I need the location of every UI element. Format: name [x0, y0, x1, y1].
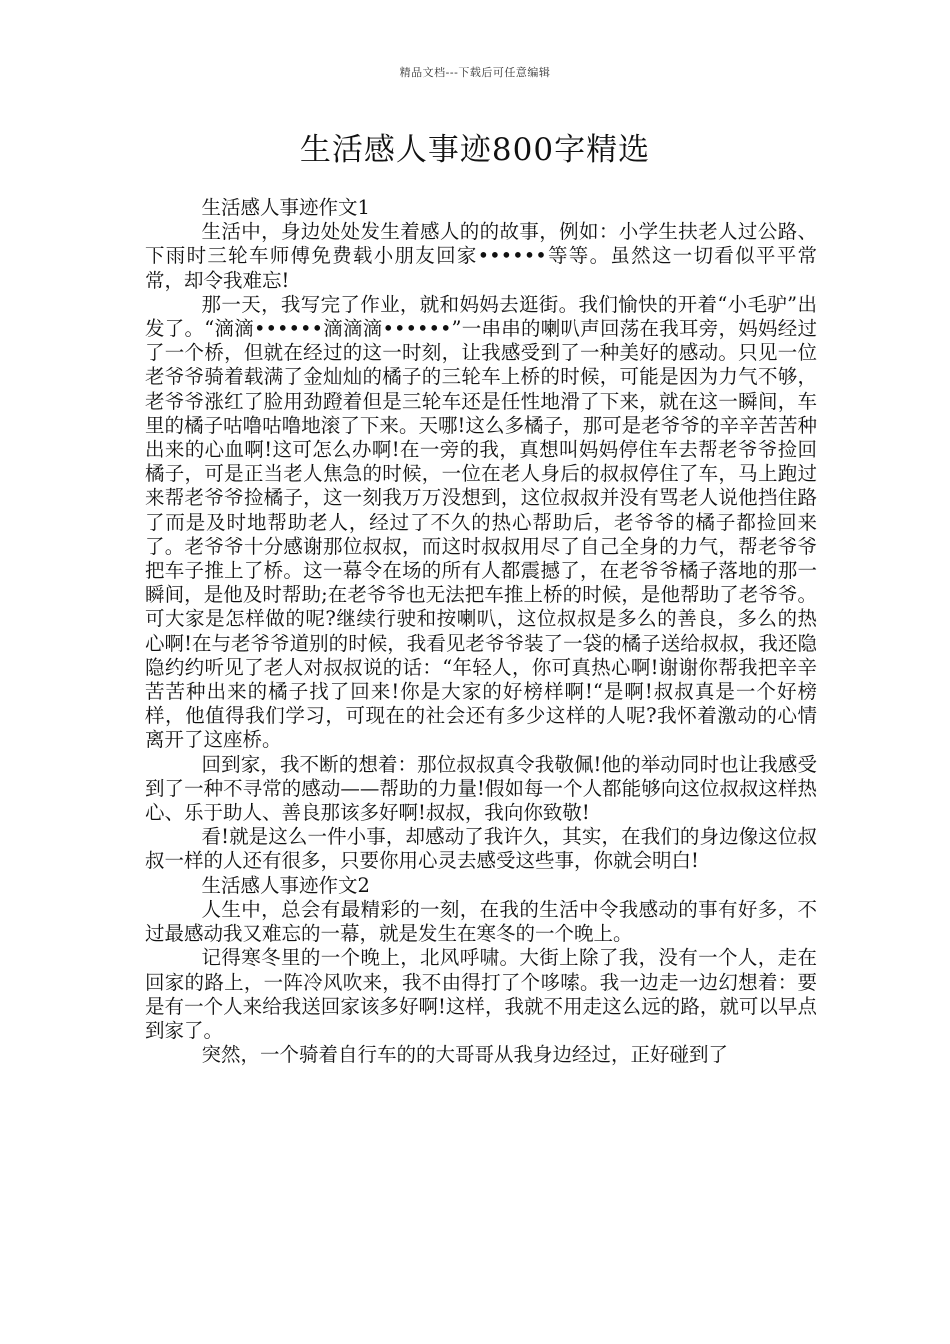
section-heading: 生活感人事迹作文2 — [201, 873, 370, 897]
article-body — [145, 196, 817, 1067]
paragraph: 记得寒冬里的一个晚上，北风呼啸。大街上除了我，没有一个人，走在回家的路上，一阵冷风吹来，我不由得打了个哆嗦。我一边走一边幻想着：要是有一个人来给我送回家该多好啊!这样，我就不用走这么远的路，就可以早点到家了。 — [145, 946, 817, 1042]
paragraph: 人生中，总会有最精彩的一刻，在我的生活中令我感动的事有好多，不过最感动我又难忘的一幕，就是发生在寒冬的一个晚上。 — [145, 897, 817, 946]
page-title: 生活感人事迹800字精选 — [299, 132, 651, 168]
paragraph: 突然，一个骑着自行车的的大哥哥从我身边经过，正好碰到了 — [201, 1043, 729, 1067]
paragraph: 生活中，身边处处发生着感人的的故事，例如：小学生扶老人过公路、下雨时三轮车师傅免费载小朋友回家••••••等等。虽然这一切看似平平常常，却令我难忘! — [145, 220, 817, 292]
paragraph: 看!就是这么一件小事，却感动了我许久，其实，在我们的身边像这位叔叔一样的人还有很多，只要你用心灵去感受这些事，你就会明白! — [145, 825, 817, 873]
paragraph: 那一天，我写完了作业，就和妈妈去逛街。我们愉快的开着“小毛驴”出发了。“滴滴••••••滴滴滴••••••”一串串的喇叭声回荡在我耳旁，妈妈经过了一个桥，但就在经过的这一时刻，让我感受到了一种美好的感动。只见一位老爷爷骑着载满了金灿灿的橘子的三轮车上桥的时候，可能是因为力气不够，老爷爷涨红了脸用劲蹬着但是三轮车还是任性地滑了下来，就在这一瞬间，车里的橘子咕噜咕噜地滚了下来。天哪!这么多橘子，那可是老爷爷的辛辛苦苦种出来的心血啊!这可怎么办啊!在一旁的我，真想叫妈妈停住车去帮老爷爷捡回橘子，可是正当老人焦急的时候，一位在老人身后的叔叔停住了车，马上跑过来帮老爷爷捡橘子，这一刻我万万没想到，这位叔叔并没有骂老人说他挡住路了而是及时地帮助老人，经过了不久的热心帮助后，老爷爷的橘子都捡回来了。老爷爷十分感谢那位叔叔，而这时叔叔用尽了自己全身的力气，帮老爷爷把车子推上了桥。这一幕令在场的所有人都震撼了，在老爷爷橘子落地的那一瞬间，是他及时帮助;在老爷爷也无法把车推上桥的时候，是他帮助了老爷爷。可大家是怎样做的呢?继续行驶和按喇叭，这位叔叔是多么的善良，多么的热心啊!在与老爷爷道别的时候，我看见老爷爷装了一袋的橘子送给叔叔，我还隐隐约约听见了老人对叔叔说的话：“年轻人，你可真热心啊!谢谢你帮我把辛辛苦苦种出来的橘子找了回来!你是大家的好榜样啊!“是啊!叔叔真是一个好榜样，他值得我们学习，可现在的社会还有多少这样的人呢?我怀着激动的心情离开了这座桥。 — [145, 292, 817, 752]
header-note: 精品文档---下载后可任意编辑 — [399, 66, 551, 79]
paragraph: 回到家，我不断的想着：那位叔叔真令我敬佩!他的举动同时也让我感受到了一种不寻常的感动——帮助的力量!假如每一个人都能够向这位叔叔这样热心、乐于助人、善良那该多好啊!叔叔，我向你致敬! — [145, 752, 817, 825]
section-heading: 生活感人事迹作文1 — [201, 196, 370, 219]
